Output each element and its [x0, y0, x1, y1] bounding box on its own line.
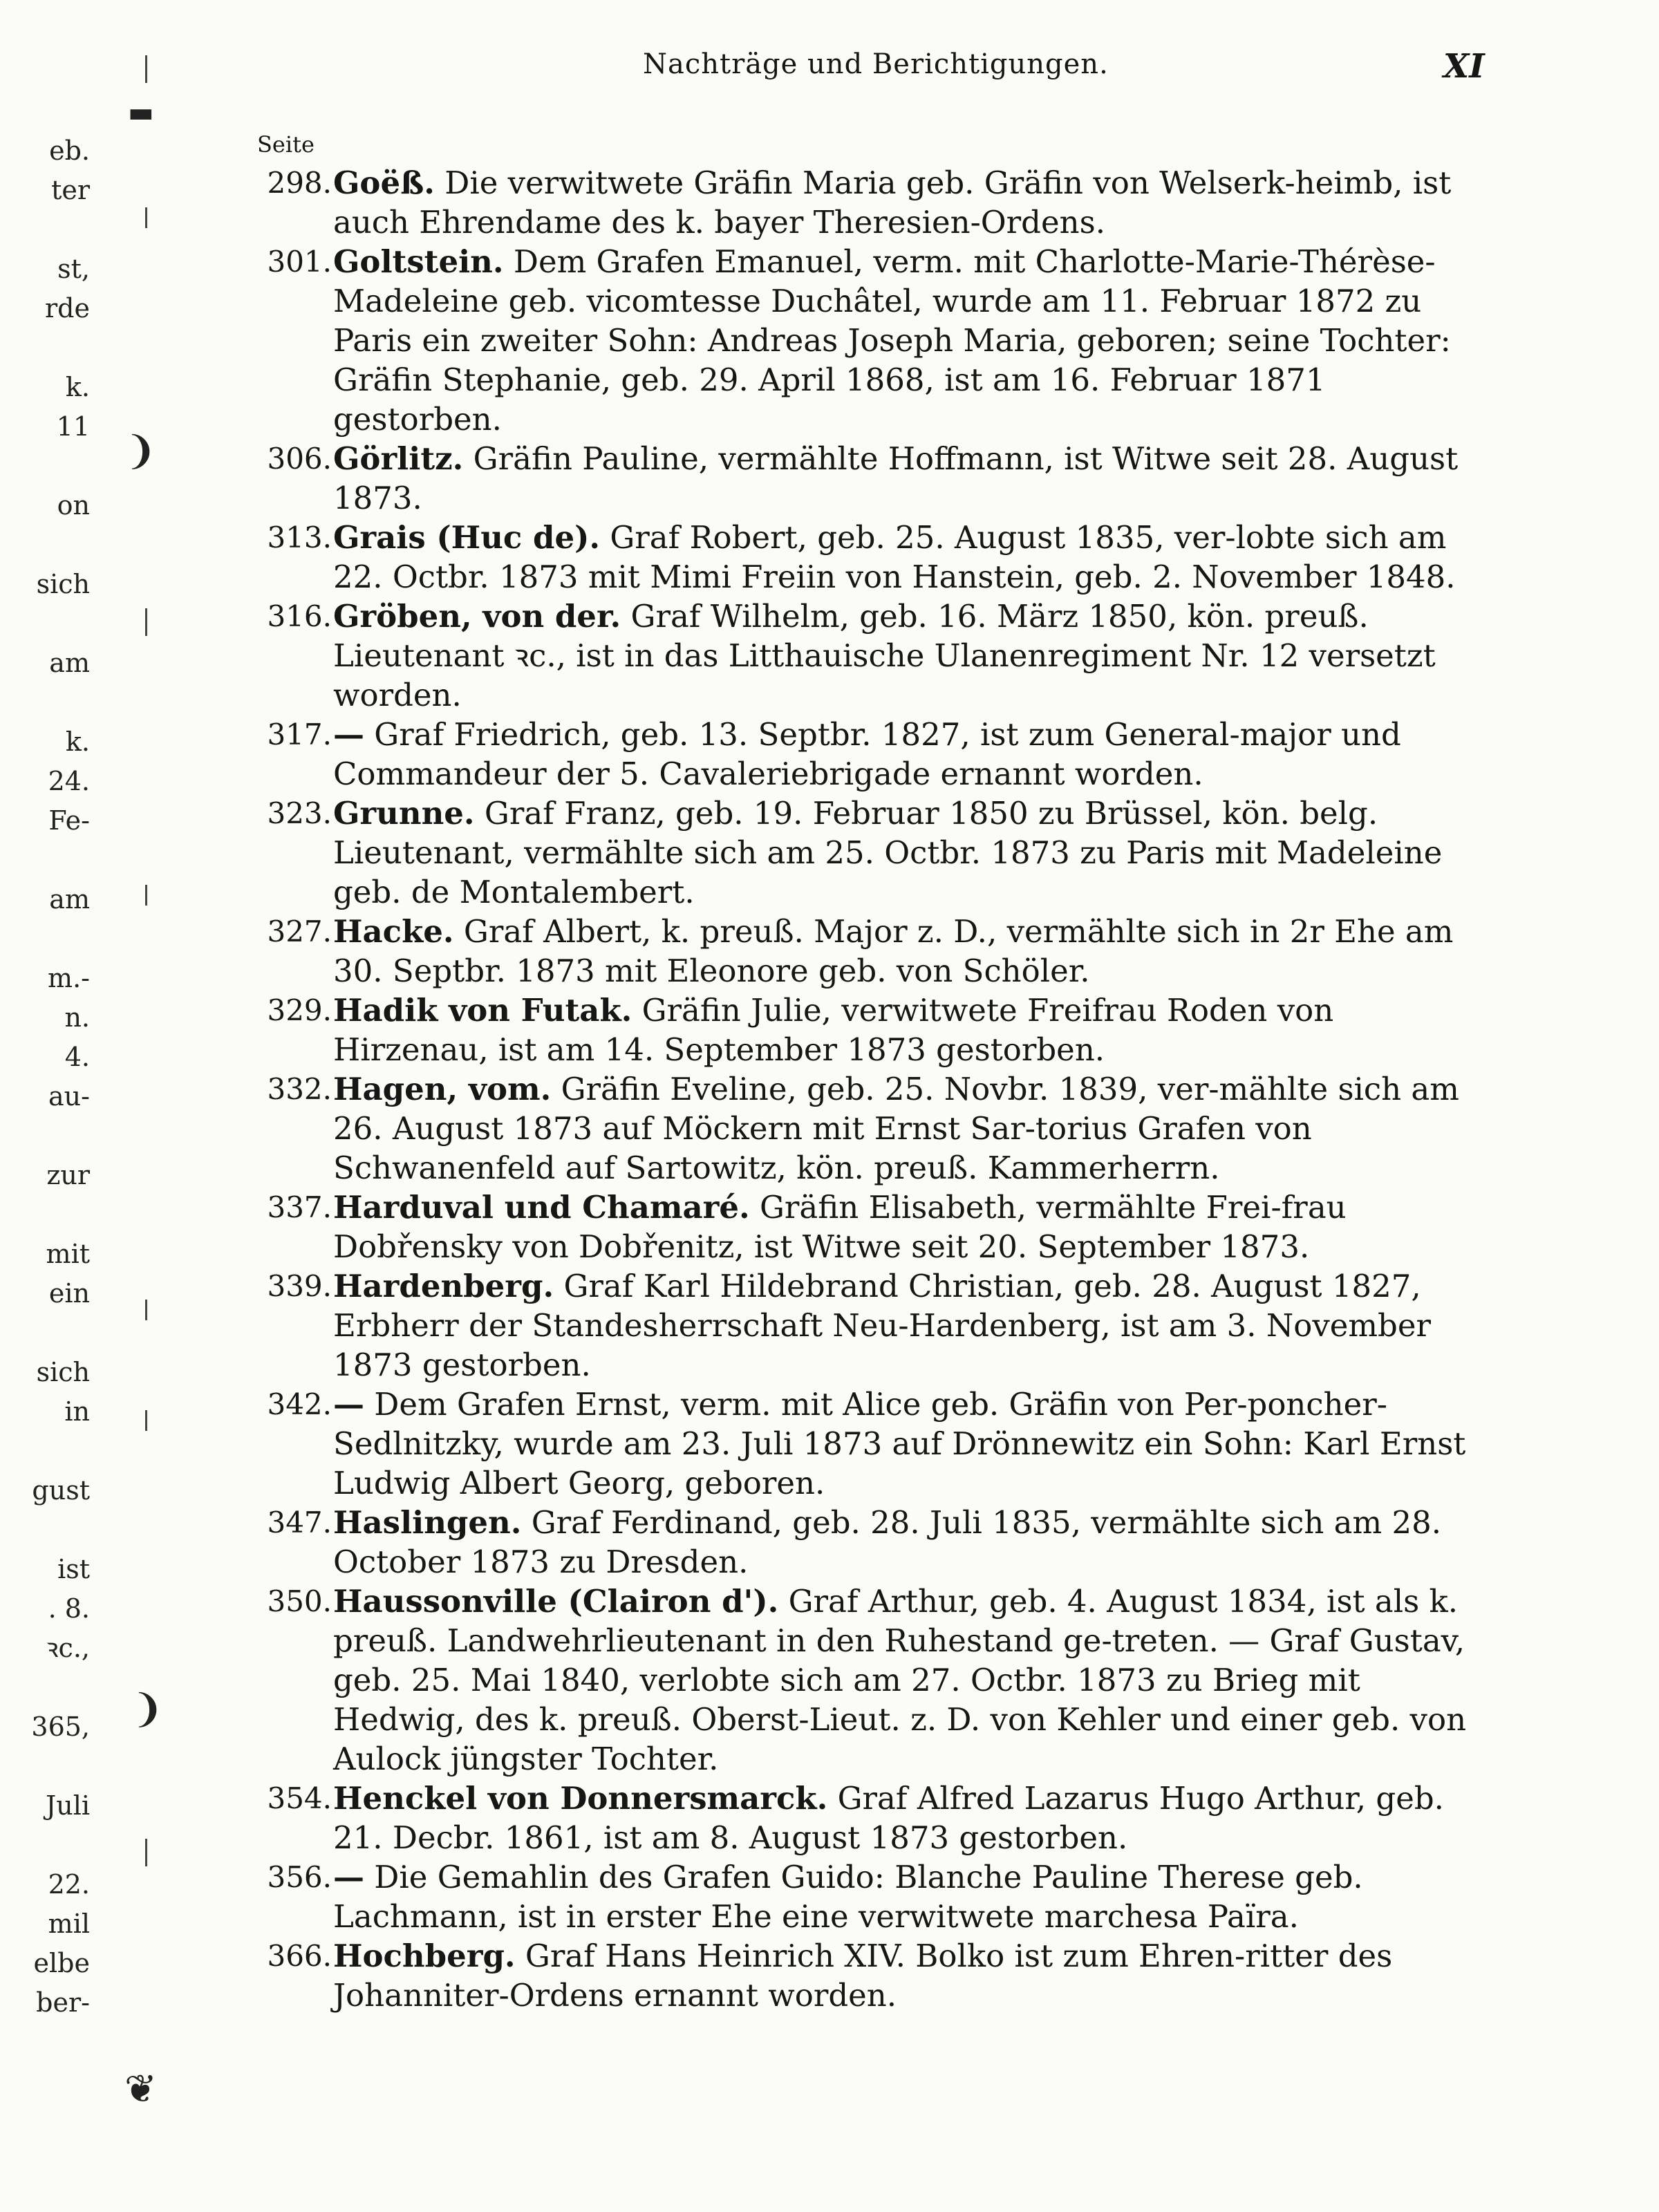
entry-page-number: 356.: [267, 1860, 332, 1894]
entry: [256, 1266, 1493, 1385]
margin-fragment: st,: [57, 254, 90, 284]
entry-text: Gräfin Julie, verwitwete Freifrau Roden von Hirzenau, ist am 14. September 1873 gestorben.: [333, 992, 1334, 1068]
entry-page-number: 350.: [267, 1584, 332, 1618]
entry-heading: Gröben, von der.: [333, 598, 621, 635]
margin-fragment: [0, 919, 90, 959]
entry-text: Graf Wilhelm, geb. 16. März 1850, kön. preuß. Lieutenant ꝛc., ist in das Litthauische Ulanenregiment Nr. 12 versetzt worden.: [333, 598, 1436, 713]
entry: [256, 1503, 1493, 1582]
margin-fragment: [0, 841, 90, 880]
entry: [256, 597, 1493, 715]
margin-fragment: [0, 1510, 90, 1550]
entry-text: Dem Grafen Emanuel, verm. mit Charlotte-Marie-Thérèse-Madeleine geb. vicomtesse Duchâtel, wurde am 11. Februar 1872 zu Paris ein zweiter Sohn: Andreas Joseph Maria, geboren; seine Tochter: Gräfin Stephanie, geb. 29. April 1868, ist am 16. Februar 1871 gestorben.: [333, 243, 1451, 438]
margin-fragment: [0, 1747, 90, 1786]
entry-page-number: 313.: [267, 521, 332, 554]
margin-fragment: 4.: [64, 1042, 90, 1072]
entry-heading: Goltstein.: [333, 243, 504, 280]
margin-tick: [145, 608, 147, 636]
entry-page-number: 316.: [267, 599, 332, 633]
margin-fragment: sich: [36, 569, 90, 599]
entry-heading: Hardenberg.: [333, 1268, 554, 1304]
entry-heading: Hochberg.: [333, 1938, 516, 1974]
entry-heading: Görlitz.: [333, 440, 464, 477]
margin-fragment: mil: [48, 1909, 90, 1939]
margin-tick: [145, 1300, 147, 1320]
margin-fragment: sich: [36, 1357, 90, 1387]
entry-text: Graf Alfred Lazarus Hugo Arthur, geb. 21. Decbr. 1861, ist am 8. August 1873 gestorben.: [333, 1780, 1444, 1856]
entry-heading: —: [333, 716, 364, 753]
entry-text: Die Gemahlin des Grafen Guido: Blanche Pauline Therese geb. Lachmann, ist in erster Ehe eine verwitwete marchesa Païra.: [333, 1859, 1363, 1935]
entry-text: Graf Albert, k. preuß. Major z. D., vermählte sich in 2r Ehe am 30. Septbr. 1873 mit Eleonore geb. von Schöler.: [333, 913, 1454, 989]
margin-fragment: n.: [64, 1002, 90, 1033]
entry: [256, 242, 1493, 439]
margin-fragment: [0, 525, 90, 565]
margin-fragment: [0, 1313, 90, 1353]
entry-heading: Henckel von Donnersmarck.: [333, 1780, 828, 1817]
entry-text: Graf Ferdinand, geb. 28. Juli 1835, vermählte sich am 28. October 1873 zu Dresden.: [333, 1504, 1442, 1580]
margin-fragment: k.: [65, 372, 90, 402]
entry-text: Graf Karl Hildebrand Christian, geb. 28. August 1827, Erbherr der Standesherrschaft Neu-Hardenberg, ist am 3. November 1873 gestorben.: [333, 1268, 1432, 1383]
entry: [256, 1779, 1493, 1857]
entry-page-number: 347.: [267, 1506, 332, 1539]
entry-heading: Haussonville (Clairon d').: [333, 1583, 779, 1620]
entry-page-number: 339.: [267, 1269, 332, 1303]
ink-blot-mark: ▬: [128, 97, 154, 129]
margin-fragment: elbe: [33, 1948, 90, 1978]
margin-tick: [145, 55, 147, 83]
entry-heading: Grunne.: [333, 795, 475, 832]
entry: [256, 1936, 1493, 2015]
margin-fragment: [0, 328, 90, 368]
page-number: XI: [1443, 47, 1485, 86]
entry: [256, 912, 1493, 991]
margin-fragment: gust: [32, 1475, 90, 1506]
margin-fragment: 22.: [48, 1869, 90, 1900]
entry-heading: —: [333, 1386, 364, 1423]
entry: [256, 1188, 1493, 1266]
entry-page-number: 354.: [267, 1781, 332, 1815]
margin-fragment: [0, 1826, 90, 1865]
entry-page-number: 337.: [267, 1190, 332, 1224]
entry-page-number: 301.: [267, 245, 332, 279]
entry-heading: Hadik von Futak.: [333, 992, 632, 1029]
margin-fragment: m.-: [48, 963, 90, 993]
entry: [256, 1582, 1493, 1779]
margin-fragment: [0, 604, 90, 644]
margin-fragment: zur: [46, 1160, 90, 1190]
margin-fragment: mit: [46, 1239, 90, 1269]
margin-fragment: am: [49, 648, 90, 678]
margin-fragment: . 8.: [48, 1593, 90, 1624]
margin-fragment: [0, 683, 90, 722]
column-label: Seite: [257, 131, 315, 158]
margin-fragment: ist: [57, 1554, 90, 1584]
entry-text: Gräfin Pauline, vermählte Hoffmann, ist Witwe seit 28. August 1873.: [333, 440, 1459, 516]
margin-fragment: 24.: [48, 766, 90, 796]
bracket-mark: ❩: [131, 1687, 164, 1732]
entry-page-number: 298.: [267, 166, 332, 200]
entry-heading: Harduval und Chamaré.: [333, 1189, 750, 1226]
entry-text: Graf Friedrich, geb. 13. Septbr. 1827, ist zum General-major und Commandeur der 5. Cavaleriebrigade ernannt worden.: [333, 716, 1401, 792]
entry: [256, 1385, 1493, 1503]
entry: [256, 1857, 1493, 1936]
entry-text: Graf Franz, geb. 19. Februar 1850 zu Brüssel, kön. belg. Lieutenant, vermählte sich am 25. Octbr. 1873 zu Paris mit Madeleine geb. de Montalembert.: [333, 795, 1443, 910]
margin-fragment: ein: [48, 1278, 90, 1309]
entry-heading: Hagen, vom.: [333, 1071, 552, 1107]
entry: [256, 794, 1493, 912]
margin-fragment: [0, 1116, 90, 1156]
entry: [256, 163, 1493, 242]
margin-fragment: [0, 210, 90, 250]
margin-fragment: ber-: [36, 1987, 90, 2018]
margin-fragment: au-: [48, 1081, 90, 1112]
margin-fragment: [0, 447, 90, 486]
entry: [256, 715, 1493, 794]
margin-fragment: k.: [65, 727, 90, 757]
entry: [256, 991, 1493, 1069]
entry-page-number: 323.: [267, 796, 332, 830]
entry-text: Die verwitwete Gräfin Maria geb. Gräfin von Welserk-heimb, ist auch Ehrendame des k. bayer Theresien-Ordens.: [333, 165, 1452, 241]
entry-page-number: 332.: [267, 1072, 332, 1106]
margin-tick: [145, 1410, 147, 1431]
entry-text: Gräfin Eveline, geb. 25. Novbr. 1839, ver-mählte sich am 26. August 1873 auf Möckern mit Ernst Sar-torius Grafen von Schwanenfeld auf Sartowitz, kön. preuß. Kammerherrn.: [333, 1071, 1459, 1186]
bracket-mark: ❩: [124, 429, 157, 474]
entries-list: [256, 163, 1493, 2015]
entry-page-number: 329.: [267, 993, 332, 1027]
entry-page-number: 327.: [267, 915, 332, 948]
margin-fragment: 365,: [31, 1712, 90, 1742]
margin-fragment: on: [57, 490, 90, 521]
entry-page-number: 306.: [267, 442, 332, 476]
ink-blot-mark: ❦: [124, 2067, 157, 2112]
entry: [256, 518, 1493, 597]
margin-fragment: Fe-: [48, 805, 90, 836]
margin-fragment: ꝛc.,: [46, 1633, 90, 1663]
margin-marks: [104, 0, 187, 2212]
margin-fragment: eb.: [49, 135, 90, 166]
entry: [256, 1069, 1493, 1188]
entry-page-number: 317.: [267, 718, 332, 751]
entry-heading: —: [333, 1859, 364, 1895]
entry-text: Graf Arthur, geb. 4. August 1834, ist als k. preuß. Landwehrlieutenant in den Ruhestand ge-treten. — Graf Gustav, geb. 25. Mai 1840, verlobte sich am 27. Octbr. 1873 zu Brieg mit Hedwig, des k. preuß. Oberst-Lieut. z. D. von Kehler und einer geb. von Aulock jüngster Tochter.: [333, 1583, 1467, 1777]
entry-heading: Grais (Huc de).: [333, 519, 601, 556]
margin-fragment: rde: [45, 293, 90, 324]
running-header: Nachträge und Berichtigungen.: [643, 48, 1109, 80]
margin-tick: [145, 1839, 147, 1866]
entry-text: Dem Grafen Ernst, verm. mit Alice geb. Gräfin von Per-poncher-Sedlnitzky, wurde am 23. Juli 1873 auf Drönnewitz ein Sohn: Karl Ernst Ludwig Albert Georg, geboren.: [333, 1386, 1466, 1501]
margin-fragment: in: [64, 1396, 90, 1427]
margin-fragment: am: [49, 884, 90, 915]
margin-fragment: Juli: [45, 1790, 90, 1821]
entry-heading: Haslingen.: [333, 1504, 522, 1541]
margin-tick: [145, 207, 147, 228]
entry-page-number: 342.: [267, 1387, 332, 1421]
entry-text: Graf Hans Heinrich XIV. Bolko ist zum Ehren-ritter des Johanniter-Ordens ernannt worden.: [333, 1938, 1393, 2014]
margin-fragment: [0, 1432, 90, 1471]
margin-fragment: ter: [51, 175, 90, 205]
left-margin-fragments: [0, 131, 90, 2023]
entry-heading: Hacke.: [333, 913, 454, 950]
entry-page-number: 366.: [267, 1939, 332, 1973]
margin-fragment: [0, 1668, 90, 1707]
entry: [256, 439, 1493, 518]
margin-tick: [145, 885, 147, 906]
entry-heading: Goëß.: [333, 165, 435, 201]
entry-text: Graf Robert, geb. 25. August 1835, ver-lobte sich am 22. Octbr. 1873 mit Mimi Freiin von Hanstein, geb. 2. November 1848.: [333, 519, 1456, 595]
margin-fragment: [0, 1195, 90, 1235]
margin-fragment: 11: [56, 411, 90, 442]
entry-text: Gräfin Elisabeth, vermählte Frei-frau Dobřensky von Dobřenitz, ist Witwe seit 20. September 1873.: [333, 1189, 1347, 1265]
